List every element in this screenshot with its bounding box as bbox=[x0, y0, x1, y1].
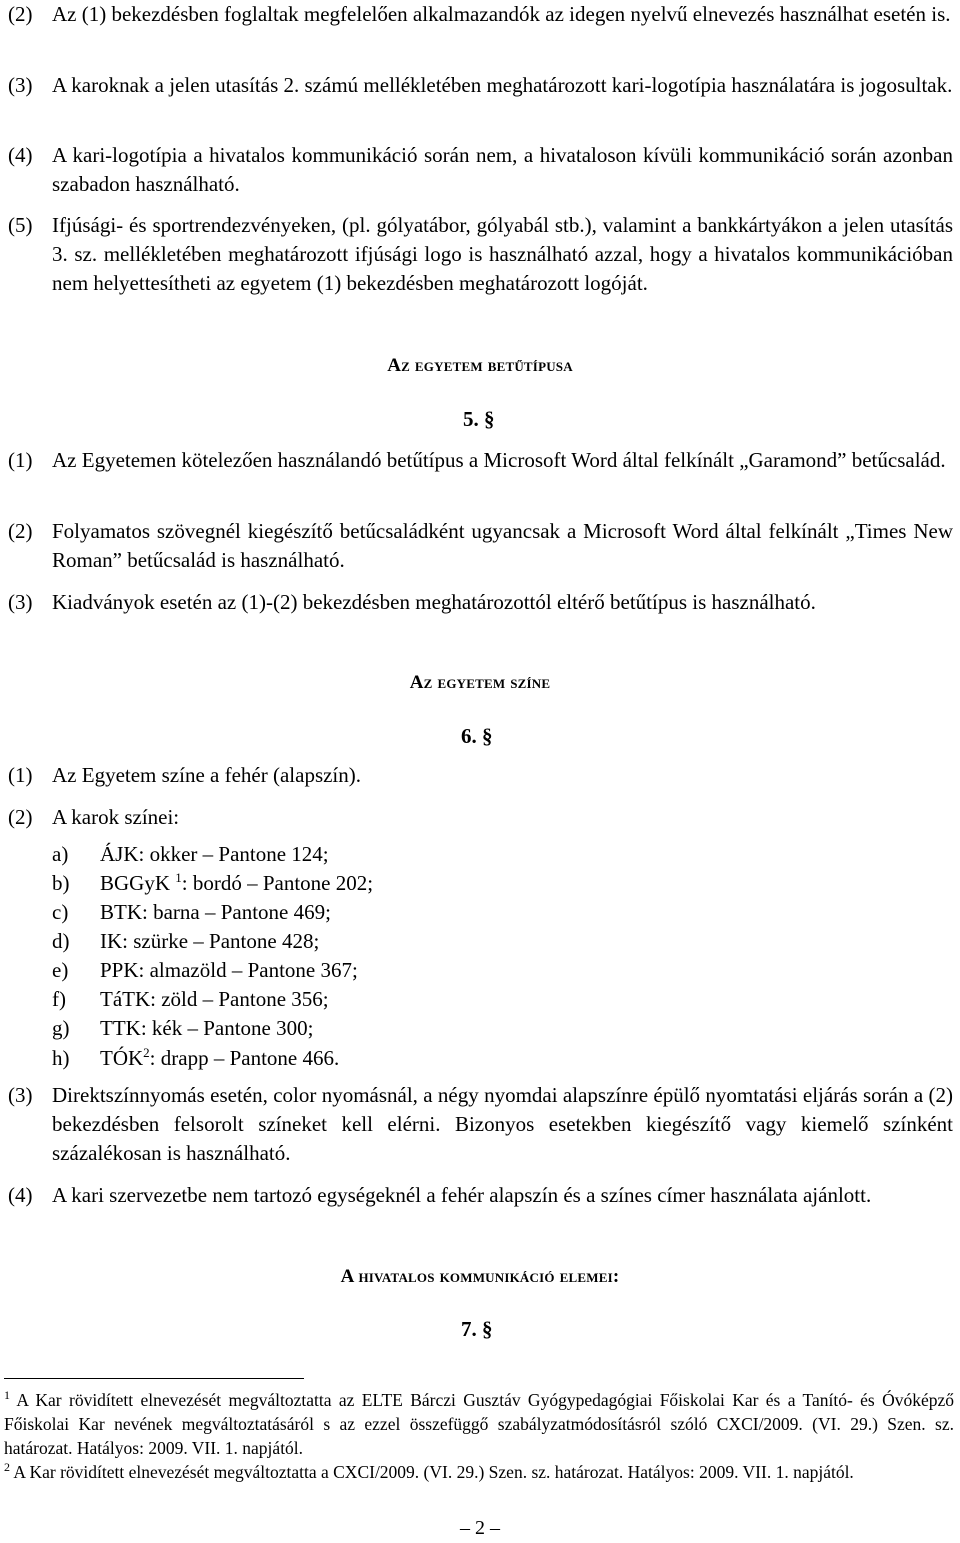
footnote-ref[interactable]: 2 bbox=[143, 1045, 150, 1060]
footnote-mark: 2 bbox=[4, 1460, 10, 1474]
paragraph-text: Direktszínnyomás esetén, color nyomásnál, a négy nyomdai alapszínre épülő nyomtatási eljárás során a (2) bekezdésben felsorolt színeket kell elérni. Bizonyos esetekben kiegészítő vagy kiemelő színként százalékosan is használható. bbox=[52, 1083, 953, 1165]
list-item bbox=[52, 869, 373, 898]
paragraph-6-3 bbox=[8, 1081, 953, 1168]
paragraph-3 bbox=[8, 71, 953, 100]
paragraph-text: Az (1) bekezdésben foglaltak megfelelően alkalmazandók az idegen nyelvű elnevezés használhat esetén is. bbox=[52, 2, 951, 26]
paragraph-number: (2) bbox=[8, 805, 33, 829]
list-item-label: d) bbox=[52, 929, 70, 953]
list-item bbox=[52, 927, 319, 956]
footnote-1 bbox=[4, 1388, 954, 1460]
paragraph-6-4 bbox=[8, 1181, 953, 1210]
section-heading: Az egyetem betűtípusa bbox=[387, 355, 573, 376]
paragraph-number: (4) bbox=[8, 1183, 33, 1207]
list-item bbox=[52, 956, 358, 985]
paragraph-5-2 bbox=[8, 517, 953, 575]
paragraph-number: (3) bbox=[8, 590, 33, 614]
paragraph-6-1 bbox=[8, 761, 953, 790]
section-number-value: 5. bbox=[463, 407, 479, 431]
footnote-text: A Kar rövidített elnevezését megváltoztatta az ELTE Bárczi Gusztáv Gyógypedagógiai Főiskolai Kar és a Tanító- és Óvóképző Főiskolai Kar nevének megváltoztatásáról s az ezzel összefüggő szabályzatmódosításról szóló CXCI/2009. (VI. 29.) Szen. sz. határozat. Hatályos: 2009. VII. 1. napjától. bbox=[4, 1390, 954, 1458]
paragraph-4 bbox=[8, 141, 953, 199]
paragraph-5 bbox=[8, 211, 953, 298]
list-item-text: BGGyK bbox=[100, 871, 176, 895]
list-item bbox=[52, 840, 329, 869]
paragraph-6-2 bbox=[8, 803, 953, 832]
list-item-label: e) bbox=[52, 958, 69, 982]
list-item-label: c) bbox=[52, 900, 69, 924]
list-item-label: a) bbox=[52, 842, 69, 866]
list-item bbox=[52, 898, 331, 927]
paragraph-5-1 bbox=[8, 446, 953, 475]
footnote-2 bbox=[4, 1460, 954, 1484]
paragraph-text: Folyamatos szövegnél kiegészítő betűcsaládként ugyancsak a Microsoft Word által felkínált „Times New Roman” betűcsalád is használható. bbox=[52, 519, 953, 572]
paragraph-number: (2) bbox=[8, 2, 33, 26]
section-sign-icon: § bbox=[484, 407, 495, 431]
list-item-text: BTK: barna – Pantone 469; bbox=[100, 900, 331, 924]
paragraph-number: (1) bbox=[8, 448, 33, 472]
list-item bbox=[52, 985, 329, 1014]
paragraph-text: A karok színei: bbox=[52, 805, 180, 829]
list-item-text: IK: szürke – Pantone 428; bbox=[100, 929, 320, 953]
list-item bbox=[52, 1014, 313, 1043]
paragraph-number: (3) bbox=[8, 73, 33, 97]
paragraph-number: (5) bbox=[8, 213, 33, 237]
footnote-mark: 1 bbox=[4, 1388, 10, 1402]
paragraph-number: (4) bbox=[8, 143, 33, 167]
footnote-ref[interactable]: 1 bbox=[175, 870, 182, 885]
section-heading: A hivatalos kommunikáció elemei: bbox=[340, 1266, 620, 1287]
paragraph-5-3 bbox=[8, 588, 953, 617]
section-number bbox=[461, 1315, 493, 1344]
list-item-label: f) bbox=[52, 987, 66, 1011]
list-item-text-rest: : drapp – Pantone 466. bbox=[149, 1046, 340, 1070]
list-item-text: PPK: almazöld – Pantone 367; bbox=[100, 958, 358, 982]
paragraph-number: (3) bbox=[8, 1083, 33, 1107]
paragraph-text: A kari-logotípia a hivatalos kommunikáció során nem, a hivataloson kívüli kommunikáció során azonban szabadon használható. bbox=[52, 143, 953, 196]
list-item bbox=[52, 1044, 339, 1073]
paragraph-2 bbox=[8, 0, 953, 29]
list-item-label: h) bbox=[52, 1046, 70, 1070]
list-item-text: TáTK: zöld – Pantone 356; bbox=[100, 987, 329, 1011]
section-number bbox=[463, 405, 495, 434]
paragraph-number: (2) bbox=[8, 519, 33, 543]
paragraph-text: A karoknak a jelen utasítás 2. számú mellékletében meghatározott kari-logotípia használatára is jogosultak. bbox=[52, 73, 953, 97]
list-item-text: TÓK bbox=[100, 1046, 144, 1070]
section-number bbox=[461, 722, 493, 751]
paragraph-text: Ifjúsági- és sportrendezvényeken, (pl. gólyatábor, gólyabál stb.), valamint a bankkártyákon a jelen utasítás 3. sz. mellékletében meghatározott ifjúsági logo is használható azzal, hogy a hivatalos kommunikációban nem helyettesítheti az egyetem (1) bekezdésben meghatározott logóját. bbox=[52, 213, 953, 295]
list-item-text-rest: : bordó – Pantone 202; bbox=[181, 871, 374, 895]
list-item-text: TTK: kék – Pantone 300; bbox=[100, 1016, 314, 1040]
section-sign-icon: § bbox=[482, 724, 493, 748]
paragraph-text: A kari szervezetbe nem tartozó egységeknél a fehér alapszín és a színes címer használata ajánlott. bbox=[52, 1183, 872, 1207]
section-heading: Az egyetem színe bbox=[409, 672, 551, 693]
section-number-value: 7. bbox=[461, 1317, 477, 1341]
paragraph-text: Az Egyetemen kötelezően használandó betűtípus a Microsoft Word által felkínált „Garamond” betűcsalád. bbox=[52, 448, 946, 472]
footnote-separator bbox=[4, 1378, 304, 1379]
page-number: – 2 – bbox=[460, 1517, 500, 1539]
paragraph-text: Az Egyetem színe a fehér (alapszín). bbox=[52, 763, 362, 787]
section-number-value: 6. bbox=[461, 724, 477, 748]
paragraph-number: (1) bbox=[8, 763, 33, 787]
list-item-text: ÁJK: okker – Pantone 124; bbox=[100, 842, 329, 866]
section-sign-icon: § bbox=[482, 1317, 493, 1341]
list-item-label: g) bbox=[52, 1016, 70, 1040]
list-item-label: b) bbox=[52, 871, 70, 895]
paragraph-text: Kiadványok esetén az (1)-(2) bekezdésben meghatározottól eltérő betűtípus is használható. bbox=[52, 590, 816, 614]
footnote-text: A Kar rövidített elnevezését megváltoztatta a CXCI/2009. (VI. 29.) Szen. sz. határozat. Hatályos: 2009. VII. 1. napjától. bbox=[10, 1462, 854, 1482]
